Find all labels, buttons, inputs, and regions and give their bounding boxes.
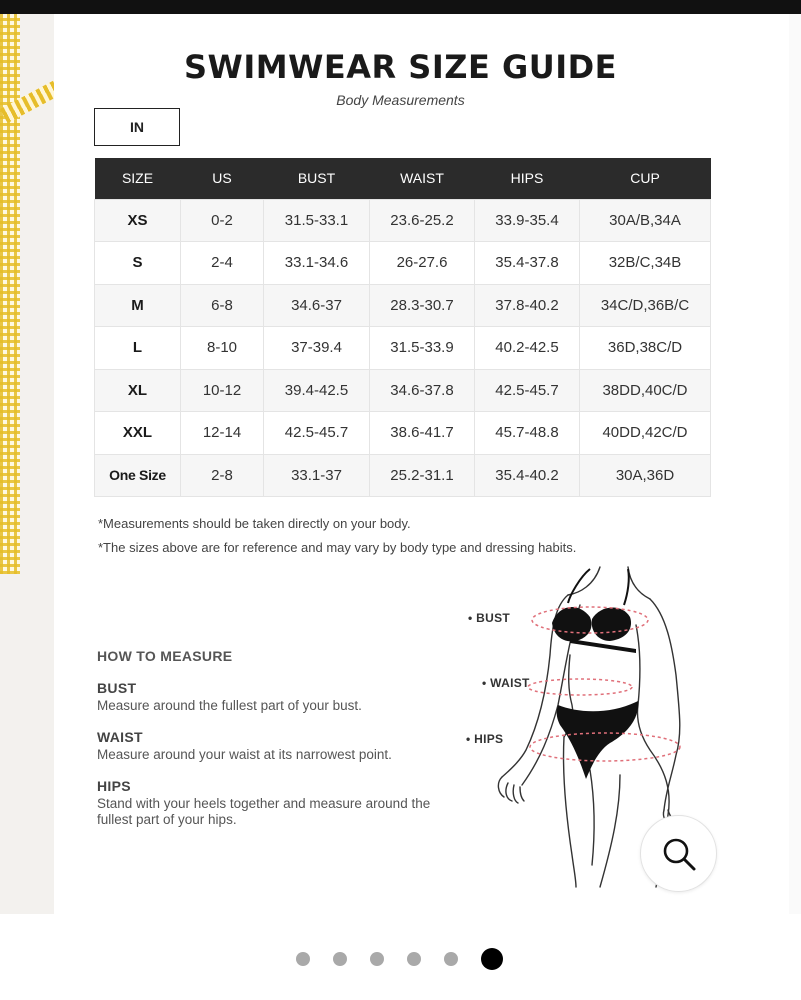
pagination-dot-5[interactable] [444,952,458,966]
column-header-cup: CUP [580,158,711,199]
note-measurement: *Measurements should be taken directly on your body. [98,516,411,531]
background-photo-left [0,14,54,914]
measure-bust-title: BUST [97,680,137,696]
carousel-pagination [296,947,503,971]
cell-hips: 33.9-35.4 [475,199,580,242]
cell-cup: 38DD,40C/D [580,369,711,412]
cell-size: XS [95,199,181,242]
cell-bust: 34.6-37 [264,284,370,327]
cell-us: 2-8 [181,454,264,497]
measure-hips-title: HIPS [97,778,131,794]
measure-hips-desc: Stand with your heels together and measure around the fullest part of your hips. [97,796,431,827]
cell-size: XXL [95,412,181,455]
unit-toggle-button[interactable]: IN [94,108,180,146]
measure-bust-desc: Measure around the fullest part of your bust. [97,698,362,713]
column-header-us: US [181,158,264,199]
measure-waist-desc: Measure around your waist at its narrowest point. [97,747,392,762]
cell-bust: 39.4-42.5 [264,369,370,412]
cell-waist: 34.6-37.8 [370,369,475,412]
cell-size: L [95,327,181,370]
top-bar [0,0,801,14]
cell-us: 8-10 [181,327,264,370]
cell-cup: 30A/B,34A [580,199,711,242]
page-subtitle: Body Measurements [336,92,465,108]
table-row [95,199,711,242]
cell-size: XL [95,369,181,412]
table-row [95,369,711,412]
cell-cup: 32B/C,34B [580,242,711,285]
table-row [95,242,711,285]
size-table [94,158,711,497]
cell-waist: 28.3-30.7 [370,284,475,327]
pagination-dot-6-active[interactable] [481,948,503,970]
zoom-button[interactable] [640,815,717,892]
cell-us: 2-4 [181,242,264,285]
cell-hips: 42.5-45.7 [475,369,580,412]
table-header-row [95,158,711,199]
cell-cup: 30A,36D [580,454,711,497]
cell-us: 10-12 [181,369,264,412]
cell-hips: 40.2-42.5 [475,327,580,370]
pagination-dot-4[interactable] [407,952,421,966]
table-row [95,327,711,370]
cell-waist: 31.5-33.9 [370,327,475,370]
measure-waist-title: WAIST [97,729,143,745]
cell-size: S [95,242,181,285]
cell-waist: 25.2-31.1 [370,454,475,497]
cell-us: 12-14 [181,412,264,455]
cell-bust: 37-39.4 [264,327,370,370]
cell-us: 0-2 [181,199,264,242]
how-to-measure-heading: HOW TO MEASURE [97,648,233,664]
table-row [95,454,711,497]
cell-cup: 40DD,42C/D [580,412,711,455]
column-header-hips: HIPS [475,158,580,199]
magnifier-icon [661,836,697,872]
column-header-waist: WAIST [370,158,475,199]
cell-cup: 34C/D,36B/C [580,284,711,327]
pagination-dot-3[interactable] [370,952,384,966]
cell-bust: 31.5-33.1 [264,199,370,242]
cell-size: M [95,284,181,327]
note-reference: *The sizes above are for reference and may vary by body type and dressing habits. [98,540,577,555]
cell-hips: 45.7-48.8 [475,412,580,455]
table-row [95,412,711,455]
cell-waist: 23.6-25.2 [370,199,475,242]
diagram-label-bust: • BUST [468,611,511,625]
cell-hips: 35.4-37.8 [475,242,580,285]
background-photo-right [789,14,801,914]
cell-hips: 37.8-40.2 [475,284,580,327]
cell-waist: 38.6-41.7 [370,412,475,455]
column-header-bust: BUST [264,158,370,199]
page-title: SWIMWEAR SIZE GUIDE [183,48,618,86]
cell-size: One Size [95,454,181,497]
cell-cup: 36D,38C/D [580,327,711,370]
table-row [95,284,711,327]
pagination-dot-2[interactable] [333,952,347,966]
cell-bust: 33.1-37 [264,454,370,497]
cell-hips: 35.4-40.2 [475,454,580,497]
cell-bust: 42.5-45.7 [264,412,370,455]
pagination-dot-1[interactable] [296,952,310,966]
cell-waist: 26-27.6 [370,242,475,285]
column-header-size: SIZE [95,158,181,199]
cell-us: 6-8 [181,284,264,327]
diagram-label-waist: • WAIST [482,676,530,690]
cell-bust: 33.1-34.6 [264,242,370,285]
diagram-label-hips: • HIPS [466,732,504,746]
